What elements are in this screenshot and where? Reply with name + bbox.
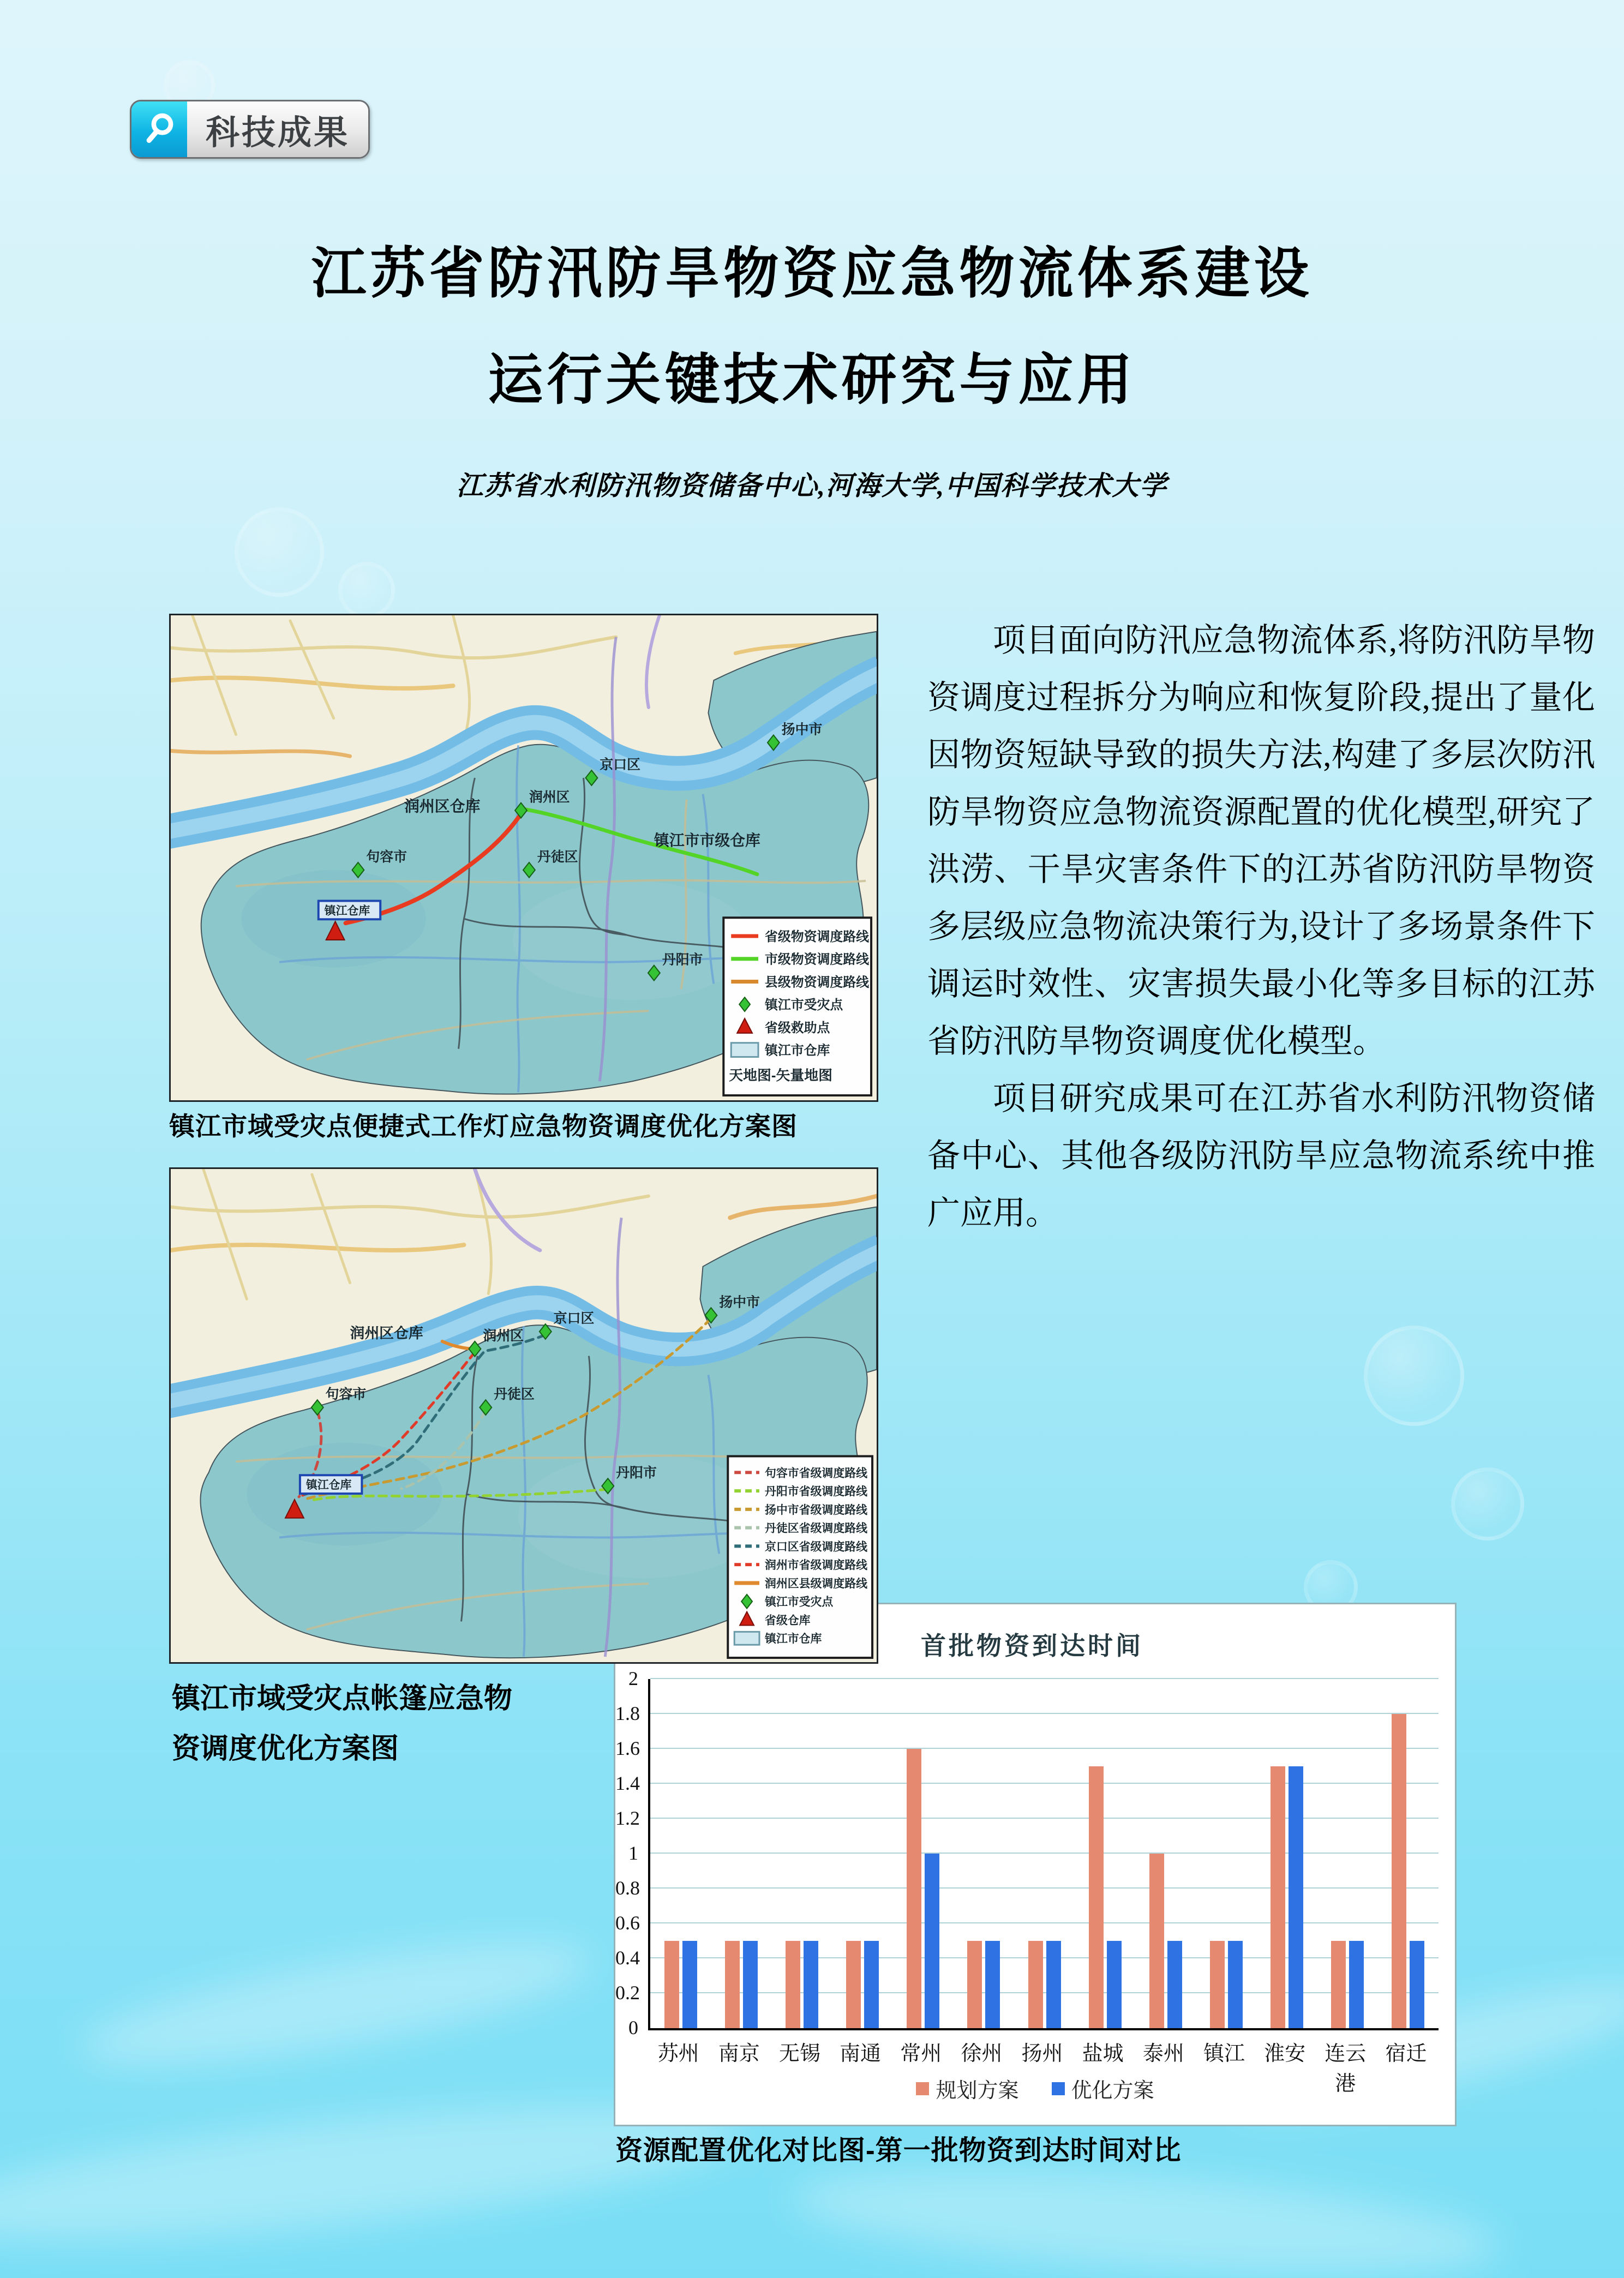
y-tick-label: 1 <box>628 1842 638 1864</box>
map1-legend-item: 省级物资调度路线 <box>764 929 870 944</box>
byline-institutions: 江苏省水利防汛物资储备中心,河海大学,中国科学技术大学 <box>456 471 1168 501</box>
map2-legend <box>728 1456 872 1658</box>
map1-label-danyang: 丹阳市 <box>662 952 703 968</box>
bar-group <box>1257 1679 1317 2028</box>
bar-规划方案-常州 <box>907 1749 921 2028</box>
bar-规划方案-淮安 <box>1271 1766 1285 2028</box>
x-label-苏州: 苏州 <box>657 2042 699 2065</box>
map2-label-runzhou-warehouse: 润州区仓库 <box>350 1324 423 1341</box>
bar-规划方案-宿迁 <box>1392 1714 1406 2028</box>
map2-caption: 镇江市域受灾点帐篷应急物资调度优化方案图 <box>172 1683 513 1765</box>
map2-legend-item: 句容市省级调度路线 <box>764 1467 868 1480</box>
chart-legend-item <box>1052 2073 1154 2103</box>
map2-label-yangzhong: 扬中市 <box>719 1295 760 1310</box>
y-tick-label: 1.6 <box>615 1737 640 1759</box>
map1-label-runzhou-warehouse: 润州区仓库 <box>404 798 481 815</box>
search-icon <box>131 101 187 157</box>
map1-svg <box>171 615 877 1100</box>
map2-legend-item: 镇江市仓库 <box>764 1633 822 1646</box>
bar-优化方案-无锡 <box>804 1941 818 2028</box>
map2-label-jingkou: 京口区 <box>553 1311 595 1327</box>
chart-legend-item <box>916 2073 1018 2103</box>
page-title <box>0 229 1624 415</box>
badge-label: 科技成果 <box>187 101 368 157</box>
x-label-南通: 南通 <box>840 2042 882 2065</box>
map2-legend-item: 丹徒区省级调度路线 <box>764 1522 868 1535</box>
bar-group <box>1196 1679 1256 2028</box>
legend-label: 规划方案 <box>936 2079 1019 2102</box>
bar-group <box>771 1679 832 2028</box>
map2-depot-label: 镇江仓库 <box>305 1479 352 1492</box>
bar-优化方案-常州 <box>925 1854 939 2028</box>
map1-depot-label: 镇江仓库 <box>324 904 370 918</box>
bar-优化方案-苏州 <box>682 1941 697 2028</box>
chart-title: 首批物资到达时间 <box>921 1632 1143 1660</box>
x-label-扬州: 扬州 <box>1021 2042 1063 2065</box>
chart-caption: 资源配置优化对比图-第一批物资到达时间对比 <box>615 2135 1182 2166</box>
map1-label-yangzhong: 扬中市 <box>781 722 823 738</box>
bar-规划方案-无锡 <box>786 1941 800 2028</box>
x-label-镇江: 镇江 <box>1203 2042 1245 2065</box>
bar-group <box>1014 1679 1075 2028</box>
map1-legend-item: 镇江市受灾点 <box>764 998 843 1013</box>
bar-优化方案-泰州 <box>1167 1941 1182 2028</box>
legend-swatch <box>1052 2082 1065 2095</box>
intro-paragraph-2: 项目研究成果可在江苏省水利防汛物资储备中心、其他各级防汛防旱应急物流系统中推广应用。 <box>927 1081 1595 1231</box>
map1-label-city-warehouse: 镇江市市级仓库 <box>654 832 760 849</box>
ripple-decoration <box>789 2152 1503 2278</box>
legend-label: 优化方案 <box>1071 2079 1154 2102</box>
bar-group <box>1317 1679 1378 2028</box>
map1-legend <box>723 918 871 1095</box>
intro-text <box>927 612 1595 1242</box>
bars-container <box>650 1679 1439 2028</box>
bar-group <box>893 1679 954 2028</box>
bar-优化方案-镇江 <box>1228 1941 1243 2028</box>
bar-规划方案-泰州 <box>1149 1854 1164 2028</box>
y-tick-label: 0.6 <box>615 1912 640 1934</box>
x-label-南京: 南京 <box>718 2042 760 2065</box>
bar-优化方案-宿迁 <box>1410 1941 1424 2028</box>
y-tick-label: 1.8 <box>615 1702 640 1724</box>
bar-优化方案-连云港 <box>1349 1941 1364 2028</box>
bar-group <box>711 1679 771 2028</box>
title-line-1: 江苏省防汛防旱物资应急物流体系建设 <box>311 243 1313 304</box>
y-tick-label: 0 <box>628 2017 638 2039</box>
map2-legend-item: 省级仓库 <box>764 1614 811 1627</box>
bar-优化方案-淮安 <box>1289 1766 1303 2028</box>
map2-label-danyang: 丹阳市 <box>616 1466 657 1481</box>
bar-规划方案-扬州 <box>1028 1941 1043 2028</box>
bubble-decoration <box>338 562 395 619</box>
map2-label-jurong: 句容市 <box>325 1387 367 1402</box>
bar-规划方案-徐州 <box>967 1941 982 2028</box>
map2-legend-item: 润州市省级调度路线 <box>764 1559 868 1572</box>
bar-规划方案-连云港 <box>1331 1941 1346 2028</box>
x-label-连云港: 连云港 <box>1325 2042 1367 2095</box>
y-tick-label: 0.2 <box>615 1982 640 2004</box>
bar-group <box>954 1679 1014 2028</box>
intro-paragraph-1: 项目面向防汛应急物流体系,将防汛防旱物资调度过程拆分为响应和恢复阶段,提出了量化因物资短缺导致的损失方法,构建了多层次防汛防旱物资应急物流资源配置的优化模型,研究了洪涝、干旱灾害条件下的江苏省防汛防旱物资多层级应急物流决策行为,设计了多场景条件下调运时效性、灾害损失最小化等多目标的江苏省防汛防旱物资调度优化模型。 <box>927 622 1595 1059</box>
bar-group <box>1378 1679 1439 2028</box>
ripple-decoration <box>73 1920 598 2090</box>
map2-label-runzhou: 润州区 <box>483 1328 524 1344</box>
map1-legend-item: 县级物资调度路线 <box>764 975 870 990</box>
bubble-decoration <box>1364 1326 1464 1426</box>
map1-caption: 镇江市域受灾点便捷式工作灯应急物资调度优化方案图 <box>169 1112 798 1141</box>
map1-legend-item: 镇江市仓库 <box>764 1043 830 1058</box>
y-tick-label: 1.2 <box>615 1807 640 1829</box>
x-label-泰州: 泰州 <box>1142 2042 1184 2065</box>
bar-规划方案-苏州 <box>664 1941 679 2028</box>
map1-label-jurong: 句容市 <box>366 849 407 865</box>
map2-legend-item: 镇江市受灾点 <box>764 1596 834 1609</box>
map1-terrain-tint <box>513 881 752 1000</box>
map2-svg <box>171 1169 877 1662</box>
bar-优化方案-徐州 <box>985 1941 1000 2028</box>
bar-group <box>1135 1679 1196 2028</box>
map2-legend-item: 扬中市省级调度路线 <box>764 1503 868 1516</box>
tech-achievement-badge <box>130 100 370 159</box>
bar-规划方案-南京 <box>725 1941 740 2028</box>
x-label-常州: 常州 <box>900 2042 942 2065</box>
bubble-decoration <box>1451 1467 1524 1540</box>
x-label-宿迁: 宿迁 <box>1385 2042 1427 2065</box>
map1-legend-item: 省级救助点 <box>764 1020 830 1035</box>
map1-label-dantu: 丹徒区 <box>537 849 578 865</box>
bar-优化方案-扬州 <box>1046 1941 1061 2028</box>
map2-figure <box>169 1167 878 1664</box>
y-tick-label: 2 <box>628 1668 638 1689</box>
bar-优化方案-盐城 <box>1107 1941 1122 2028</box>
bar-优化方案-南京 <box>743 1941 758 2028</box>
map1-label-runzhou: 润州区 <box>529 790 570 805</box>
x-label-淮安: 淮安 <box>1264 2042 1306 2065</box>
y-tick-label: 1.4 <box>615 1772 640 1794</box>
x-label-徐州: 徐州 <box>961 2042 1003 2065</box>
chart-y-axis <box>615 1604 643 2125</box>
bar-group <box>832 1679 892 2028</box>
map1-legend-item: 市级物资调度路线 <box>764 952 870 967</box>
map1-figure <box>169 614 878 1102</box>
map2-legend-item: 润州区县级调度路线 <box>764 1577 868 1590</box>
map2-legend-item: 丹阳市省级调度路线 <box>764 1485 868 1498</box>
map1-legend-source: 天地图-矢量地图 <box>729 1068 832 1084</box>
x-label-盐城: 盐城 <box>1082 2042 1124 2065</box>
chart-legend <box>615 2073 1455 2103</box>
legend-swatch <box>916 2082 929 2095</box>
map2-legend-item: 京口区省级调度路线 <box>764 1540 868 1554</box>
bar-规划方案-盐城 <box>1089 1766 1104 2028</box>
chart-plot <box>648 1679 1439 2030</box>
y-tick-label: 0.8 <box>615 1877 640 1899</box>
bubble-decoration <box>235 507 324 597</box>
y-tick-label: 0.4 <box>615 1947 640 1969</box>
x-label-无锡: 无锡 <box>778 2042 820 2065</box>
title-line-2: 运行关键技术研究与应用 <box>488 350 1136 411</box>
map2-label-dantu: 丹徒区 <box>494 1387 535 1402</box>
arrival-time-chart <box>614 1603 1457 2126</box>
bar-group <box>650 1679 711 2028</box>
bar-优化方案-南通 <box>864 1941 879 2028</box>
bar-group <box>1075 1679 1135 2028</box>
bar-规划方案-镇江 <box>1210 1941 1225 2028</box>
map1-label-jingkou: 京口区 <box>600 758 640 773</box>
bar-规划方案-南通 <box>846 1941 861 2028</box>
